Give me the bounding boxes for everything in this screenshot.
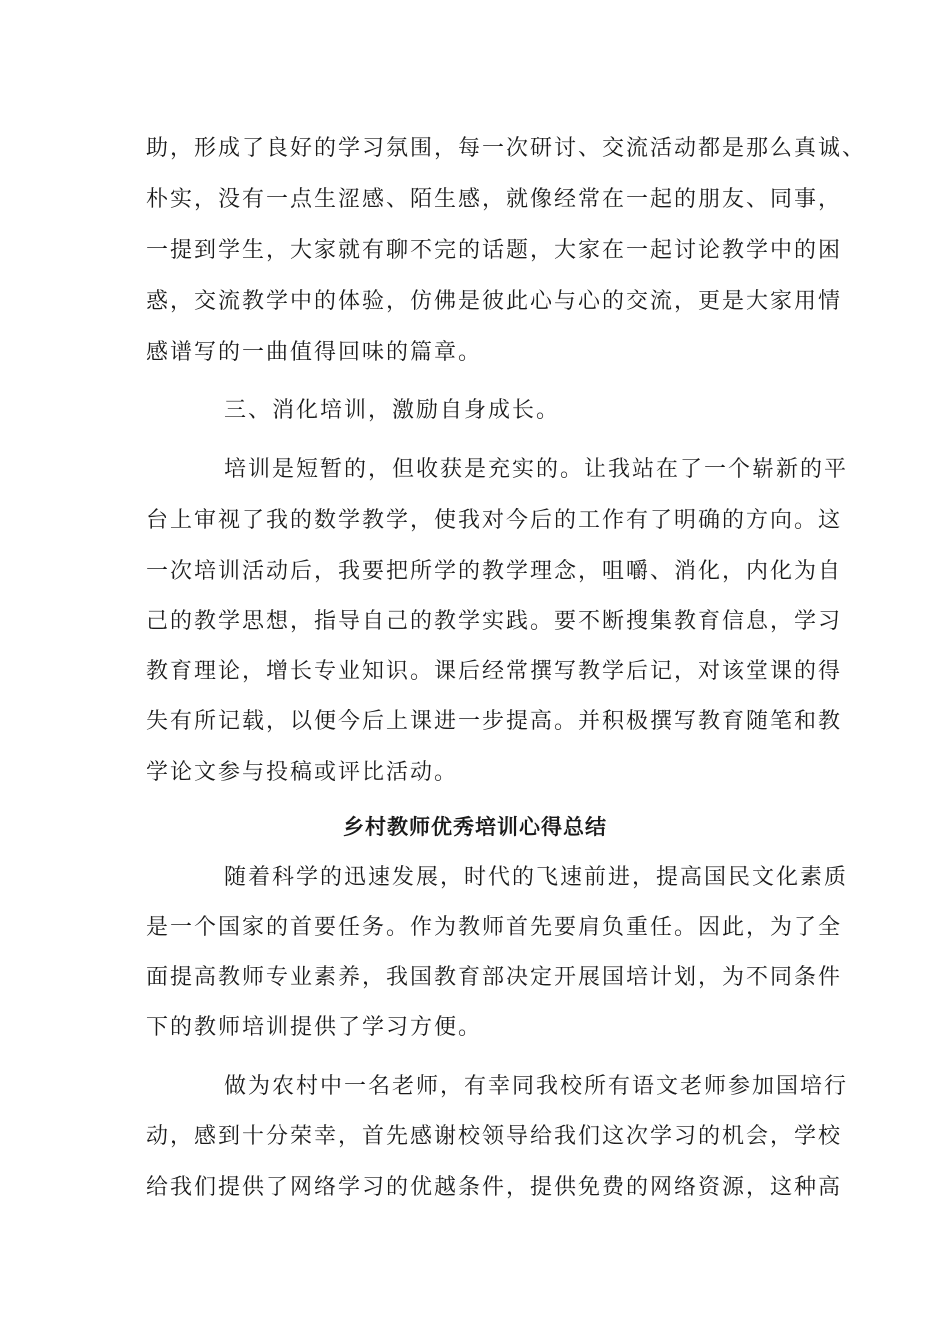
text-line: 学论文参与投稿或评比活动。: [146, 760, 459, 785]
text-line: 下的教师培训提供了学习方便。: [146, 1015, 483, 1040]
text-line: 随着科学的迅速发展，时代的飞速前进，提高国民文化素质: [224, 865, 849, 890]
text-line: 培训是短暂的，但收获是充实的。让我站在了一个崭新的平: [224, 457, 849, 482]
text-line: 感谱写的一曲值得回味的篇章。: [146, 340, 483, 365]
text-line: 是一个国家的首要任务。作为教师首先要肩负重任。因此，为了全: [146, 915, 843, 940]
text-line: 台上审视了我的数学教学，使我对今后的工作有了明确的方向。这: [146, 508, 843, 533]
text-line: 一次培训活动后，我要把所学的教学理念，咀嚼、消化，内化为自: [146, 559, 843, 584]
article-title: 乡村教师优秀培训心得总结: [343, 814, 607, 839]
text-line: 一提到学生，大家就有聊不完的话题，大家在一起讨论教学中的困: [146, 238, 843, 263]
text-line: 失有所记载，以便今后上课进一步提高。并积极撰写教育随笔和教: [146, 709, 843, 734]
text-line: 做为农村中一名老师，有幸同我校所有语文老师参加国培行: [224, 1074, 849, 1099]
text-line: 助，形成了良好的学习氛围，每一次研讨、交流活动都是那么真诚、: [146, 136, 867, 161]
text-line: 己的教学思想，指导自己的教学实践。要不断搜集教育信息，学习: [146, 609, 843, 634]
text-line: 惑，交流教学中的体验，仿佛是彼此心与心的交流，更是大家用情: [146, 289, 843, 314]
text-line: 教育理论，增长专业知识。课后经常撰写教学后记，对该堂课的得: [146, 659, 843, 684]
text-line: 面提高教师专业素养，我国教育部决定开展国培计划，为不同条件: [146, 965, 843, 990]
text-line: 给我们提供了网络学习的优越条件，提供免费的网络资源，这种高: [146, 1175, 843, 1200]
text-line: 朴实，没有一点生涩感、陌生感，就像经常在一起的朋友、同事，: [146, 187, 843, 212]
text-line: 动，感到十分荣幸，首先感谢校领导给我们这次学习的机会，学校: [146, 1124, 843, 1149]
section-heading: 三、消化培训，激励自身成长。: [224, 398, 561, 423]
